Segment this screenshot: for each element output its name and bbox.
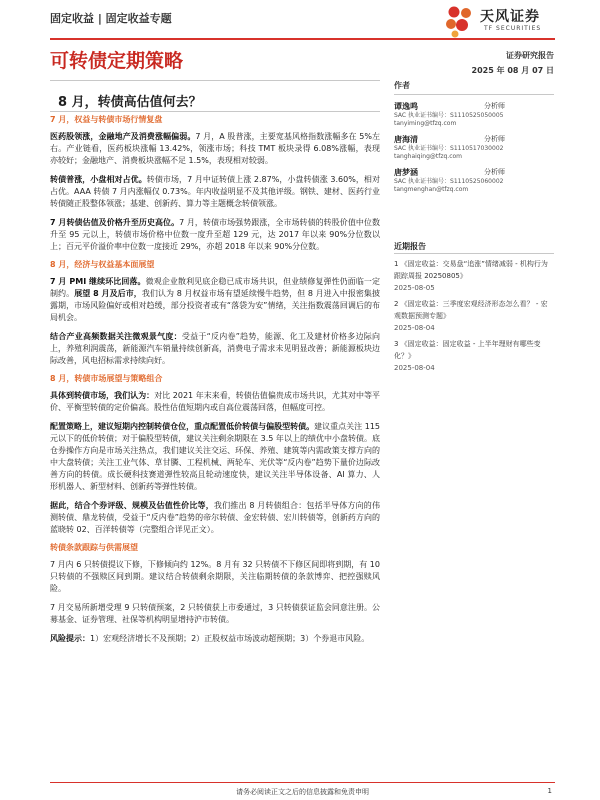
logo-english: TF SECURITIES [484, 25, 542, 32]
section-market-review [50, 115, 380, 253]
author-role: 分析师 [484, 135, 505, 143]
page-title: 可转债定期策略 [50, 50, 184, 72]
author-card [394, 134, 554, 161]
risk-warning: 风险提示：1）宏观经济增长不及预期；2）正股权益市场波动超预期；3）个券退市风险。 [50, 634, 370, 643]
section-heading: 8 月，经济与权益基本面展望 [50, 260, 155, 269]
author-name: 唐梦涵 [394, 168, 418, 177]
page-number: 1 [547, 787, 552, 795]
author-card [394, 101, 554, 128]
authors-divider [394, 94, 554, 95]
author-email[interactable]: tanyiming@tfzq.com [394, 120, 457, 127]
summary-paragraph: 7 月转债估值及价格升至历史高位。7 月，转债市场强势跟涨，全市场转债的转股价值中位数升至 95 元以上，转债市场价格中位数一度升至超 129 元，达 2017 年以来 90%分位数以上；百元平价溢价率中位数一度接近 29%，亦超 2018 年以来 90%分位数。 [50, 218, 380, 251]
section-heading: 8 月，转债市场展望与策略组合 [50, 374, 163, 383]
section-heading: 转债条款跟踪与供需展望 [50, 543, 138, 552]
report-category: 固定收益 | 固定收益专题 [50, 12, 172, 25]
recent-report-item[interactable]: 3 《固定收益：固定收益 - 上半年理财有哪些变化？》 2025-08-04 [394, 340, 541, 372]
summary-paragraph: 配置策略上，建议短期内控制转债仓位，重点配置低价转债与偏股型转债。建议重点关注 115 元以下的低价转债；对于偏股型转债，建议关注剩余期限在 3.5 年以上的绩优中小盘转债。底仓券操作方向是市场关注热点，我们建议关注交运、环保、养殖、建筑等内需政策支撑方向的中大盘转债；关注工业气体、草甘膦、工程机械、两轮车、光伏等“反内卷”趋势下量价边际改善方向的转债。成长硬科技赛道弹性较高且轮动速度快，建议关注半导体设备、AI 算力、人形机器人、新型材料、创新药等弹性转债。 [50, 422, 381, 491]
recent-report-item[interactable]: 2 《固定收益：三季度宏观经济形态怎么看？ - 宏观数据预测专题》 2025-08-04 [394, 300, 548, 332]
logo-name: 天风证券 [480, 9, 540, 25]
header-divider [50, 38, 555, 40]
footer-disclaimer: 请务必阅读正文之后的信息披露和免责申明 [236, 788, 369, 796]
authors-heading: 作者 [394, 81, 410, 90]
authors-panel [394, 80, 554, 194]
summary-paragraph: 医药股领涨，金融地产及消费涨幅偏弱。7 月，A 股普涨，主要宽基风格指数涨幅多在 5%左右。产业链看，医药板块涨幅 13.42%，领涨市场；科技 TMT 板块录得 6.08%涨幅，表现亦较好；金融地产、消费板块涨幅不足 1.5%，表现相对较弱。 [50, 132, 380, 165]
author-role: 分析师 [484, 102, 505, 110]
author-license: SAC 执业证书编号：S1110525050005 [394, 112, 504, 119]
summary-paragraph: 转债普涨，小盘相对占优。转债市场，7 月中证转债上涨 2.87%，小盘转债涨 3.60%，相对占优。AAA 转债 7 月内涨幅仅 0.73%。年内收益明显不及其他评级。钢铁、建材、医药行业转债随正股整体领涨；基建、创新药、算力等主题概念转债领涨。 [50, 175, 380, 208]
author-card [394, 167, 554, 194]
section-outlook-strategy [50, 374, 380, 536]
section-fundamentals [50, 260, 380, 367]
author-name: 谭逸鸣 [394, 102, 418, 111]
author-email[interactable]: tanghaiqing@tfzq.com [394, 153, 463, 160]
author-email[interactable]: tangmenghan@tfzq.com [394, 186, 469, 193]
recent-reports-heading: 近期报告 [394, 242, 426, 251]
report-subtitle: 8 月，转债高估值何去？ [58, 95, 202, 110]
summary-paragraph: 7 月内 6 只转债提议下修，下修倾向约 12%。8 月有 32 只转债不下修区间即将到期，有 10 只转债的不强赎区间到期。建议结合转债剩余期限，关注临期转债的条款博弈、把控强赎风险。 [50, 560, 380, 593]
title-divider [50, 80, 380, 81]
recent-divider [394, 253, 554, 254]
summary-paragraph: 据此，结合个券评级、规模及估值性价比等，我们推出 8 月转债组合：包括半导体方向的伟测转债、鼎龙转债，受益于“反内卷”趋势的帝尔转债、金宏转债、宏川转债等，创新药方向的蓝晓转 02、百洋转债等（完整组合详见正文）。 [50, 501, 380, 534]
report-date: 2025 年 08 月 07 日 [471, 66, 554, 75]
author-role: 分析师 [484, 168, 505, 176]
author-license: SAC 执业证书编号：S1110525060002 [394, 178, 504, 185]
summary-paragraph: 结合产业高频数据关注微观景气度：受益于“反内卷”趋势，能源、化工及建材价格多边际向上，养殖利润震荡，新能源汽车销量持续创新高，消费电子需求未见明显改善；新能源板块边际改善，风电招标需求持续向好。 [50, 332, 380, 365]
report-type: 证券研究报告 [506, 51, 554, 60]
section-heading: 7 月，权益与转债市场行情复盘 [50, 115, 163, 124]
summary-paragraph: 7 月 PMI 继续环比回落。微观企业散利见底企稳已成市场共识，但业绩修复弹性仍面临一定制约。展望 8 月及后市，我们认为 8 月权益市场有望延续慢牛趋势，但 8 月进入中报密集披露期，市场风险偏好或相对趋缓，部分投资者或有“落袋为安”情绪，关注指数震荡回调后的布局机会。 [50, 277, 380, 322]
recent-reports-list [394, 258, 554, 378]
logo-mark-icon [444, 4, 478, 38]
author-name: 唐海清 [394, 135, 418, 144]
company-logo [444, 4, 554, 40]
summary-paragraph: 具体到转债市场，我们认为：对比 2021 年末来看，转债估值偏贵成市场共识，尤其对中等平价、平衡型转债的定价偏高。股性估值短期内或自高位震荡回落，但幅度可控。 [50, 391, 380, 412]
author-license: SAC 执业证书编号：S1110517030002 [394, 145, 504, 152]
recent-report-item[interactable]: 1 《固定收益：交易盘“追涨”情绪减弱 - 机构行为跟踪周报 20250805》 2025-08-05 [394, 260, 548, 292]
footer-divider [50, 782, 555, 783]
section-clause-tracking [50, 543, 380, 645]
summary-column [50, 115, 380, 652]
summary-paragraph: 7 月交易所新增受理 9 只转债预案，2 只转债获上市委通过，3 只转债获证监会同意注册。公募基金、证券管理、社保等机构明显增持沪市转债。 [50, 603, 380, 624]
subtitle-divider [50, 111, 380, 112]
